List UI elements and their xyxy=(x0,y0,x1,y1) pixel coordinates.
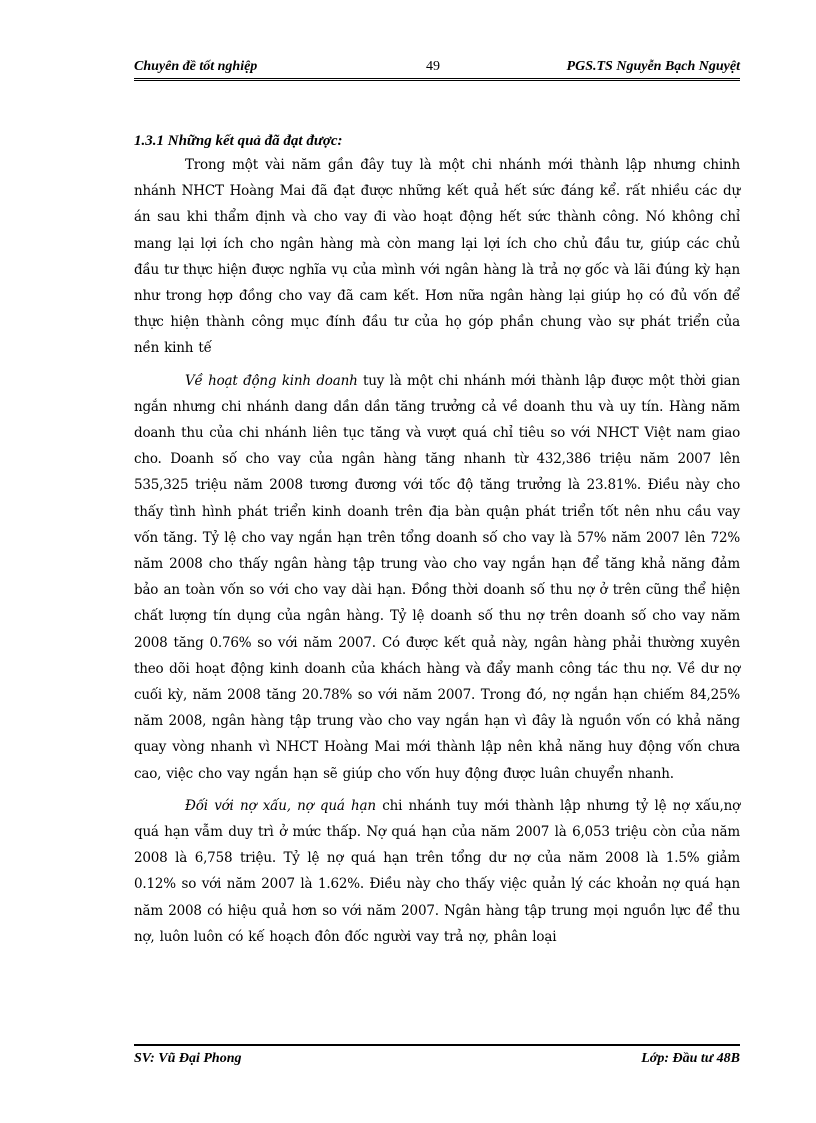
paragraph-2 xyxy=(134,368,740,787)
header-page-number: 49 xyxy=(426,59,440,74)
paragraph-3 xyxy=(134,793,740,950)
paragraph-3-text: chi nhánh tuy mới thành lập nhưng tỷ lệ nợ xấu,nợ quá hạn vẫm duy trì ở mức thấp. Nợ quá hạn của năm 2007 là 6,053 triệu còn của năm 2008 là 6,758 triệu. Tỷ lệ nợ quá hạn trên tổng dư nợ của năm 2008 là 1.5% giảm 0.12% so với năm 2007 là 1.62%. Điều này cho thấy việc quản lý các khoản nợ quá hạn năm 2008 có hiệu quả hơn so với năm 2007. Ngân hàng tập trung mọi nguồn lực để thu nợ, luôn luôn có kế hoạch đôn đốc người vay trả nợ, phân loại xyxy=(134,797,740,945)
paragraph-1 xyxy=(134,152,740,362)
page-header xyxy=(134,56,740,81)
footer-class: Lớp: Đầu tư 48B xyxy=(641,1051,740,1066)
header-document-title: Chuyên đề tốt nghiệp xyxy=(134,59,258,74)
page-footer xyxy=(134,1044,740,1070)
paragraph-2-lead: Về hoạt động kinh doanh xyxy=(185,372,358,389)
footer-student: SV: Vũ Đại Phong xyxy=(134,1051,242,1066)
section-heading: 1.3.1 Những kết quả đã đạt được: xyxy=(134,133,343,149)
paragraph-3-lead: Đối với nợ xấu, nợ quá hạn xyxy=(185,797,376,814)
paragraph-2-text: tuy là một chi nhánh mới thành lập được một thời gian ngắn nhưng chi nhánh dang dần dần tăng trưởng cả về doanh thu và uy tín. Hàng năm doanh thu của chi nhánh liên tục tăng và vượt quá chỉ tiêu so với NHCT Việt nam giao cho. Doanh số cho vay của ngân hàng tăng nhanh từ 432,386 triệu năm 2007 lên 535,325 triệu năm 2008 tương đương với tốc độ tăng trưởng là 23.81%. Điều này cho thấy tình hình phát triển kinh doanh trên địa bàn quận phát triển tốt nên nhu cầu vay vốn tăng. Tỷ lệ cho vay ngắn hạn trên tổng doanh số cho vay là 57% năm 2007 lên 72% năm 2008 cho thấy ngân hàng tập trung vào cho vay ngắn hạn để tăng khả năng đảm bảo an toàn vốn so với cho vay dài hạn. Đồng thời doanh số thu nợ ở trên cũng thể hiện chất lượng tín dụng của ngân hàng. Tỷ lệ doanh số thu nợ trên doanh số cho vay năm 2008 tăng 0.76% so với năm 2007. Có được kết quả này, ngân hàng phải thường xuyên theo dõi hoạt động kinh doanh của khách hàng và đẩy manh công tác thu nợ. Về dư nợ cuối kỳ, năm 2008 tăng 20.78% so với năm 2007. Trong đó, nợ ngắn hạn chiếm 84,25% năm 2008, ngân hàng tập trung vào cho vay ngắn hạn vì đây là nguồn vốn có khả năng quay vòng nhanh vì NHCT Hoàng Mai mới thành lập nên khả năng huy động vốn chưa cao, việc cho vay ngắn hạn sẽ giúp cho vốn huy động được luân chuyển nhanh. xyxy=(134,372,740,782)
main-content xyxy=(134,130,740,956)
header-supervisor: PGS.TS Nguyễn Bạch Nguyệt xyxy=(566,59,740,74)
paragraph-1-text: Trong một vài năm gần đây tuy là một chi nhánh mới thành lập nhưng chinh nhánh NHCT Hoàng Mai đã đạt được những kết quả hết sức đáng kể. rất nhiều các dự án sau khi thẩm định và cho vay đi vào hoạt động hết sức thành công. Nó không chỉ mang lại lợi ích cho ngân hàng mà còn mang lại lợi ích cho chủ đầu tư, giúp các chủ đầu tư thực hiện được nghĩa vụ của mình với ngân hàng là trả nợ gốc và lãi đúng kỳ hạn như trong hợp đồng cho vay đã cam kết. Hơn nữa ngân hàng lại giúp họ có đủ vốn để thực hiện thành công mục đính đầu tư của họ góp phần chung vào sự phát triển của nền kinh tế xyxy=(134,157,740,357)
